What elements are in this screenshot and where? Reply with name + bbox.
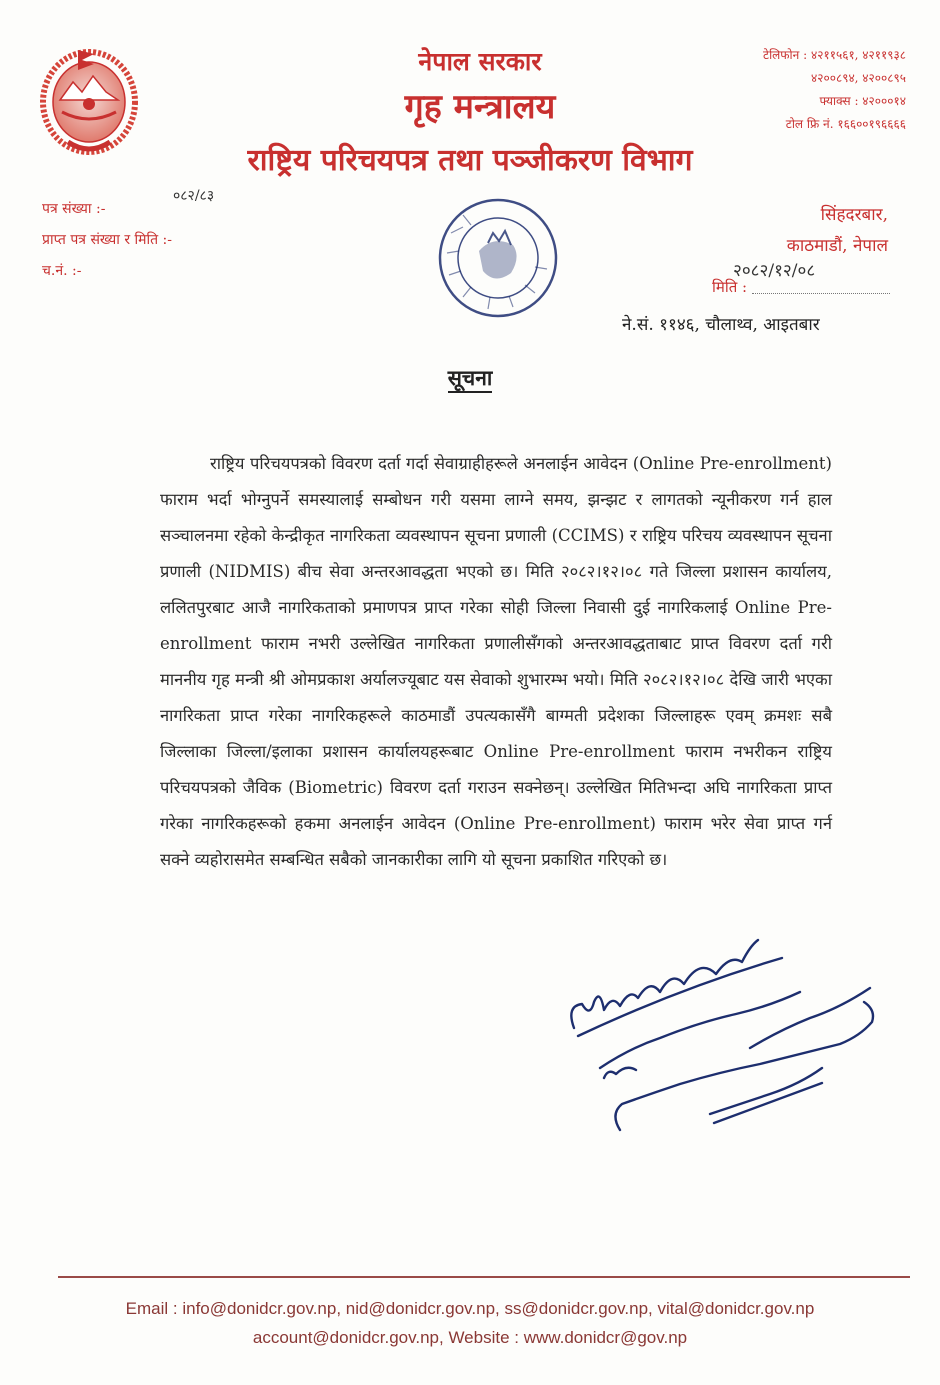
phone-line-1: टेलिफोन : ४२११५६१, ४२११९३८ xyxy=(763,48,906,62)
notice-title xyxy=(0,364,940,392)
department-name: राष्ट्रिय परिचयपत्र तथा पञ्जीकरण विभाग xyxy=(247,143,693,178)
office-address xyxy=(787,200,888,262)
contact-block xyxy=(763,44,906,136)
phone-line-2: ४२००८९४, ४२००८९५ xyxy=(811,71,906,85)
letter-number-value: ०८२/८३ xyxy=(173,188,215,204)
footer-email-line: Email : info@donidcr.gov.np, nid@donidcr.gov.np, ss@donidcr.gov.np, vital@donidcr.gov.np xyxy=(125,1299,815,1318)
department-stamp-icon xyxy=(433,193,563,323)
notice-title-text: सूचना xyxy=(448,365,493,393)
date-label: मिति : xyxy=(712,278,748,296)
ministry-name: गृह मन्त्रालय xyxy=(404,87,556,127)
nepal-samvat-date: ने.सं. ११४६, चौलाथ्व, आइतबार xyxy=(622,315,820,335)
address-line-2: काठमाडौं, नेपाल xyxy=(786,236,888,256)
footer-divider xyxy=(58,1276,910,1278)
received-letter-label: प्राप्त पत्र संख्या र मिति :- xyxy=(42,232,172,248)
tollfree-line: टोल फ्रि नं. १६६००१९६६६६ xyxy=(785,117,906,131)
date-dotted-line xyxy=(752,293,890,294)
government-name: नेपाल सरकार xyxy=(418,47,542,76)
footer-contact xyxy=(0,1294,940,1352)
notice-body: राष्ट्रिय परिचयपत्रको विवरण दर्ता गर्दा सेवाग्राहीहरूले अनलाईन आवेदन (Online Pre-enrollment) फाराम भर्दा भोग्नुपर्ने समस्यालाई सम्बोधन गरी यसमा लाग्ने समय, झन्झट र लागतको न्यूनीकरण गर्न हाल सञ्चालनमा रहेको केन्द्रीकृत नागरिकता व्यवस्थापन सूचना प्रणाली (CCIMS) र राष्ट्रिय परिचय व्यवस्थापन सूचना प्रणाली (NIDMIS) बीच सेवा अन्तरआवद्धता भएको छ। मिति २०८२।१२।०८ गते जिल्ला प्रशासन कार्यालय, ललितपुरबाट आजै नागरिकताको प्रमाणपत्र प्राप्त गरेका सोही जिल्ला निवासी दुई नागरिकलाई Online Pre-enrollment फाराम नभरी उल्लेखित नागरिकता प्रणालीसँगको अन्तरआवद्धताबाट प्राप्त विवरण दर्ता गरी माननीय गृह मन्त्री श्री ओमप्रकाश अर्यालज्यूबाट यस सेवाको शुभारम्भ भयो। मिति २०८२।१२।०८ देखि जारी भएका नागरिकता प्राप्त गरेका नागरिकहरूले काठमाडौं उपत्यकासँगै बाग्मती प्रदेशका जिल्लाहरू एवम् क्रमशः सबै जिल्लाका जिल्ला/इलाका प्रशासन कार्यालयहरूबाट Online Pre-enrollment फाराम नभरीकन राष्ट्रिय परिचयपत्रको जैविक (Biometric) विवरण दर्ता गराउन सक्नेछन्। उल्लेखित मितिभन्दा अघि नागरिकता प्राप्त गरेका नागरिकहरूको हकमा अनलाईन आवेदन (Online Pre-enrollment) फाराम भरेर सेवा प्राप्त गर्न सक्ने व्यहोरासमेत सम्बन्धित सबैको जानकारीका लागि यो सूचना प्रकाशित गरिएको छ। xyxy=(160,454,832,869)
letter-number-label: पत्र संख्या :- xyxy=(42,201,106,217)
handwritten-date: २०८२/१२/०८ xyxy=(733,261,816,281)
fax-line: फ्याक्स : ४२०००१४ xyxy=(819,94,906,108)
address-line-1: सिंहदरबार, xyxy=(820,205,888,225)
footer-website-line: account@donidcr.gov.np, Website : www.donidcr@gov.np xyxy=(252,1328,688,1347)
dispatch-number-label: च.नं. :- xyxy=(42,263,82,279)
reference-block xyxy=(42,194,172,287)
signature-icon xyxy=(560,918,890,1168)
